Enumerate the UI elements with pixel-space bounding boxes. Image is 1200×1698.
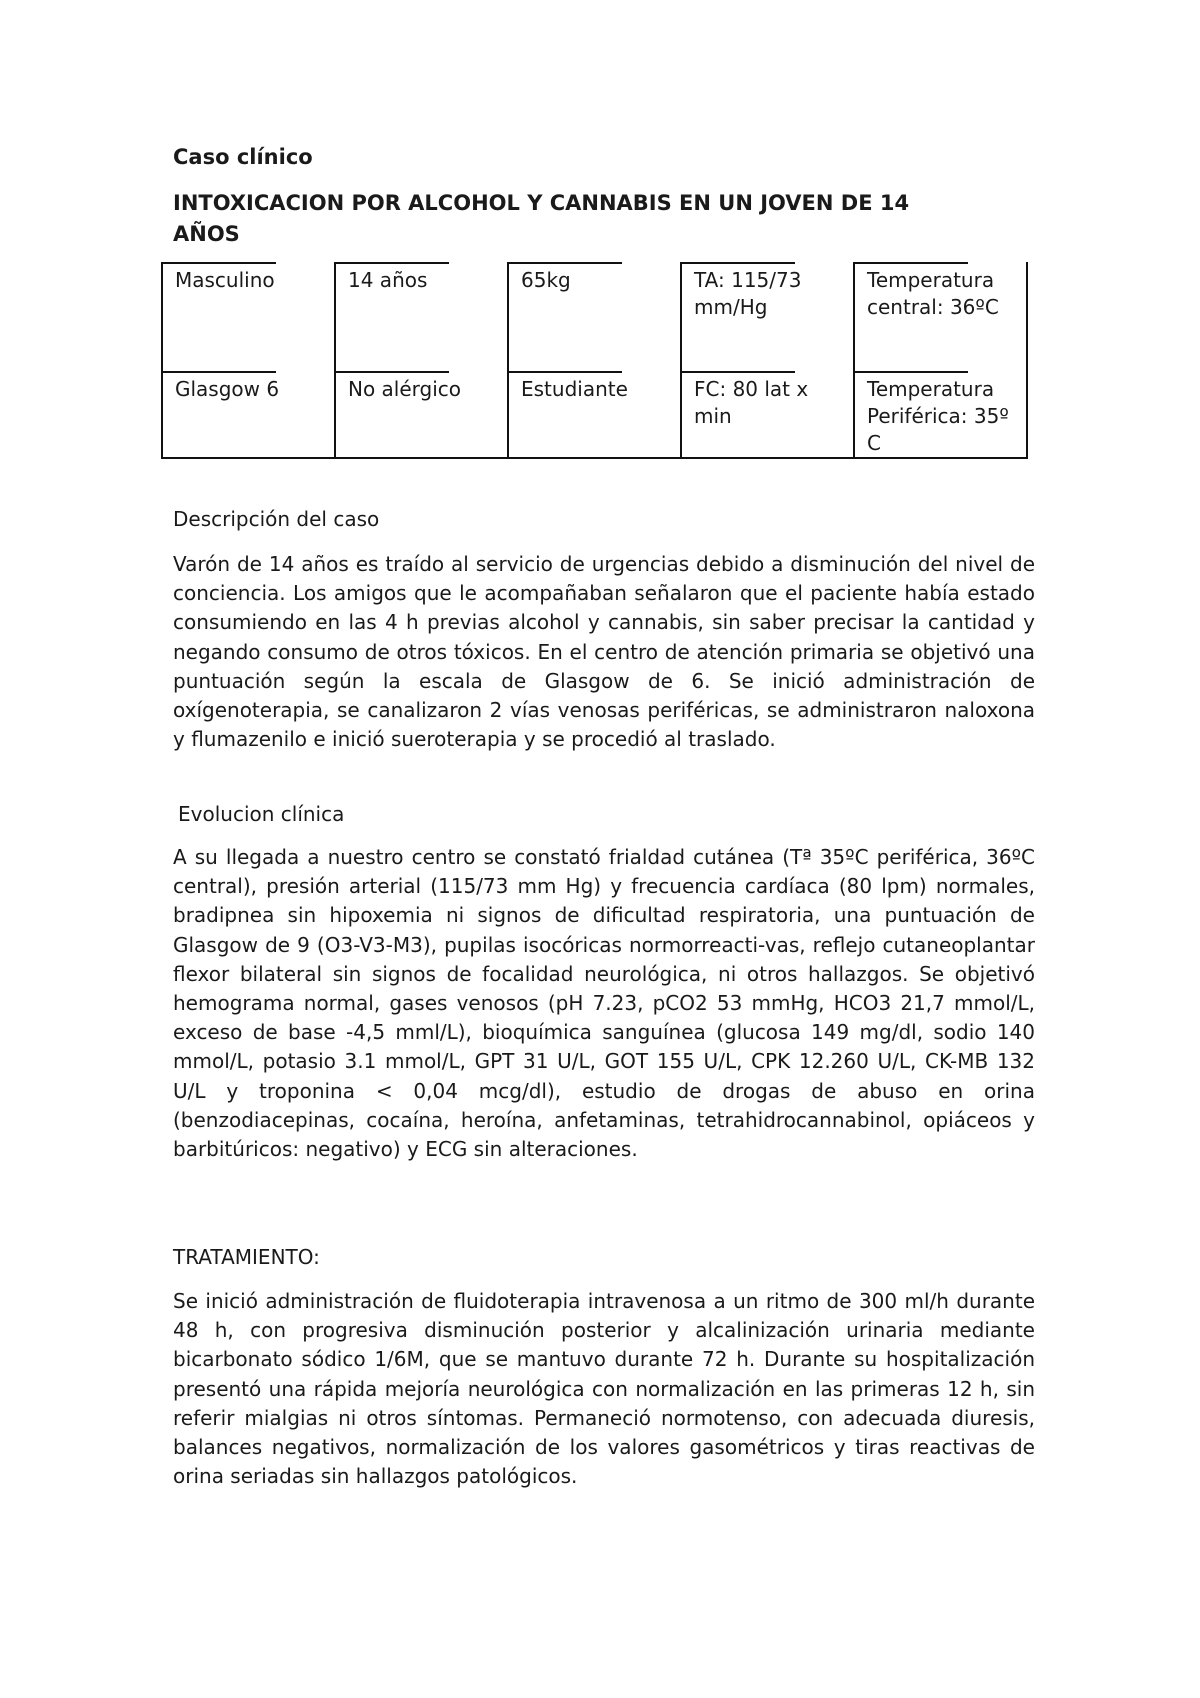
document-title: INTOXICACION POR ALCOHOL Y CANNABIS EN UN JOVEN DE 14 AÑOS — [173, 191, 910, 246]
patient-summary-table — [161, 262, 1028, 459]
table-cell-core-temperature: Temperatura central: 36ºC — [854, 262, 1027, 371]
table-cell-blood-pressure: TA: 115/73 mm/Hg — [681, 262, 854, 371]
description-heading: Descripción del caso — [173, 507, 380, 531]
description-paragraph: Varón de 14 años es traído al servicio de urgencias debido a disminución del nivel de conciencia. Los amigos que le acompañaban señalaron que el paciente había estado consumiendo en las 4 h previas alcohol y cannabis, sin saber precisar la cantidad y negando consumo de otros tóxicos. En el centro de atención primaria se objetivó una puntuación según la escala de Glasgow de 6. Se inició administración de oxígenoterapia, se canalizaron 2 vías venosas periféricas, se administraron naloxona y flumazenilo e inició sueroterapia y se procedió al traslado. — [173, 552, 1035, 752]
table-cell-glasgow: Glasgow 6 — [162, 371, 335, 458]
evolution-paragraph: A su llegada a nuestro centro se constató frialdad cutánea (Tª 35ºC periférica, 36ºC central), presión arterial (115/73 mm Hg) y frecuencia cardíaca (80 lpm) normales, bradipnea sin hipoxemia ni signos de dificultad respiratoria, una puntuación de Glasgow de 9 (O3-V3-M3), pupilas isocóricas normorreacti-vas, reflejo cutaneoplantar flexor bilateral sin signos de focalidad neurológica, ni otros hallazgos. Se objetivó hemograma normal, gases venosos (pH 7.23, pCO2 53 mmHg, HCO3 21,7 mmol/L, exceso de base -4,5 mml/L), bioquímica sanguínea (glucosa 149 mg/dl, sodio 140 mmol/L, potasio 3.1 mmol/L, GPT 31 U/L, GOT 155 U/L, CPK 12.260 U/L, CK-MB 132 U/L y troponina < 0,04 mcg/dl), estudio de drogas de abuso en orina (benzodiacepinas, cocaína, heroína, anfetaminas, tetrahidrocannabinol, opiáceos y barbitúricos: negativo) y ECG sin alteraciones. — [173, 845, 1035, 1162]
table-cell-peripheral-temperature: Temperatura Periférica: 35º C — [854, 371, 1027, 458]
table-cell-occupation: Estudiante — [508, 371, 681, 458]
evolution-heading: Evolucion clínica — [178, 802, 345, 826]
table-cell-age: 14 años — [335, 262, 508, 371]
treatment-heading: TRATAMIENTO: — [173, 1245, 320, 1269]
table-cell-sex: Masculino — [162, 262, 335, 371]
treatment-paragraph: Se inició administración de fluidoterapia intravenosa a un ritmo de 300 ml/h durante 48 h, con progresiva disminución posterior y alcalinización urinaria mediante bicarbonato sódico 1/6M, que se mantuvo durante 72 h. Durante su hospitalización presentó una rápida mejoría neurológica con normalización en las primeras 12 h, sin referir mialgias ni otros síntomas. Permaneció normotenso, con adecuada diuresis, balances negativos, normalización de los valores gasométricos y tiras reactivas de orina seriadas sin hallazgos patológicos. — [173, 1289, 1035, 1489]
table-cell-weight: 65kg — [508, 262, 681, 371]
document-kicker: Caso clínico — [173, 145, 313, 169]
table-row — [162, 262, 1027, 371]
table-row — [162, 371, 1027, 458]
table-cell-allergies: No alérgico — [335, 371, 508, 458]
table-cell-heart-rate: FC: 80 lat x min — [681, 371, 854, 458]
